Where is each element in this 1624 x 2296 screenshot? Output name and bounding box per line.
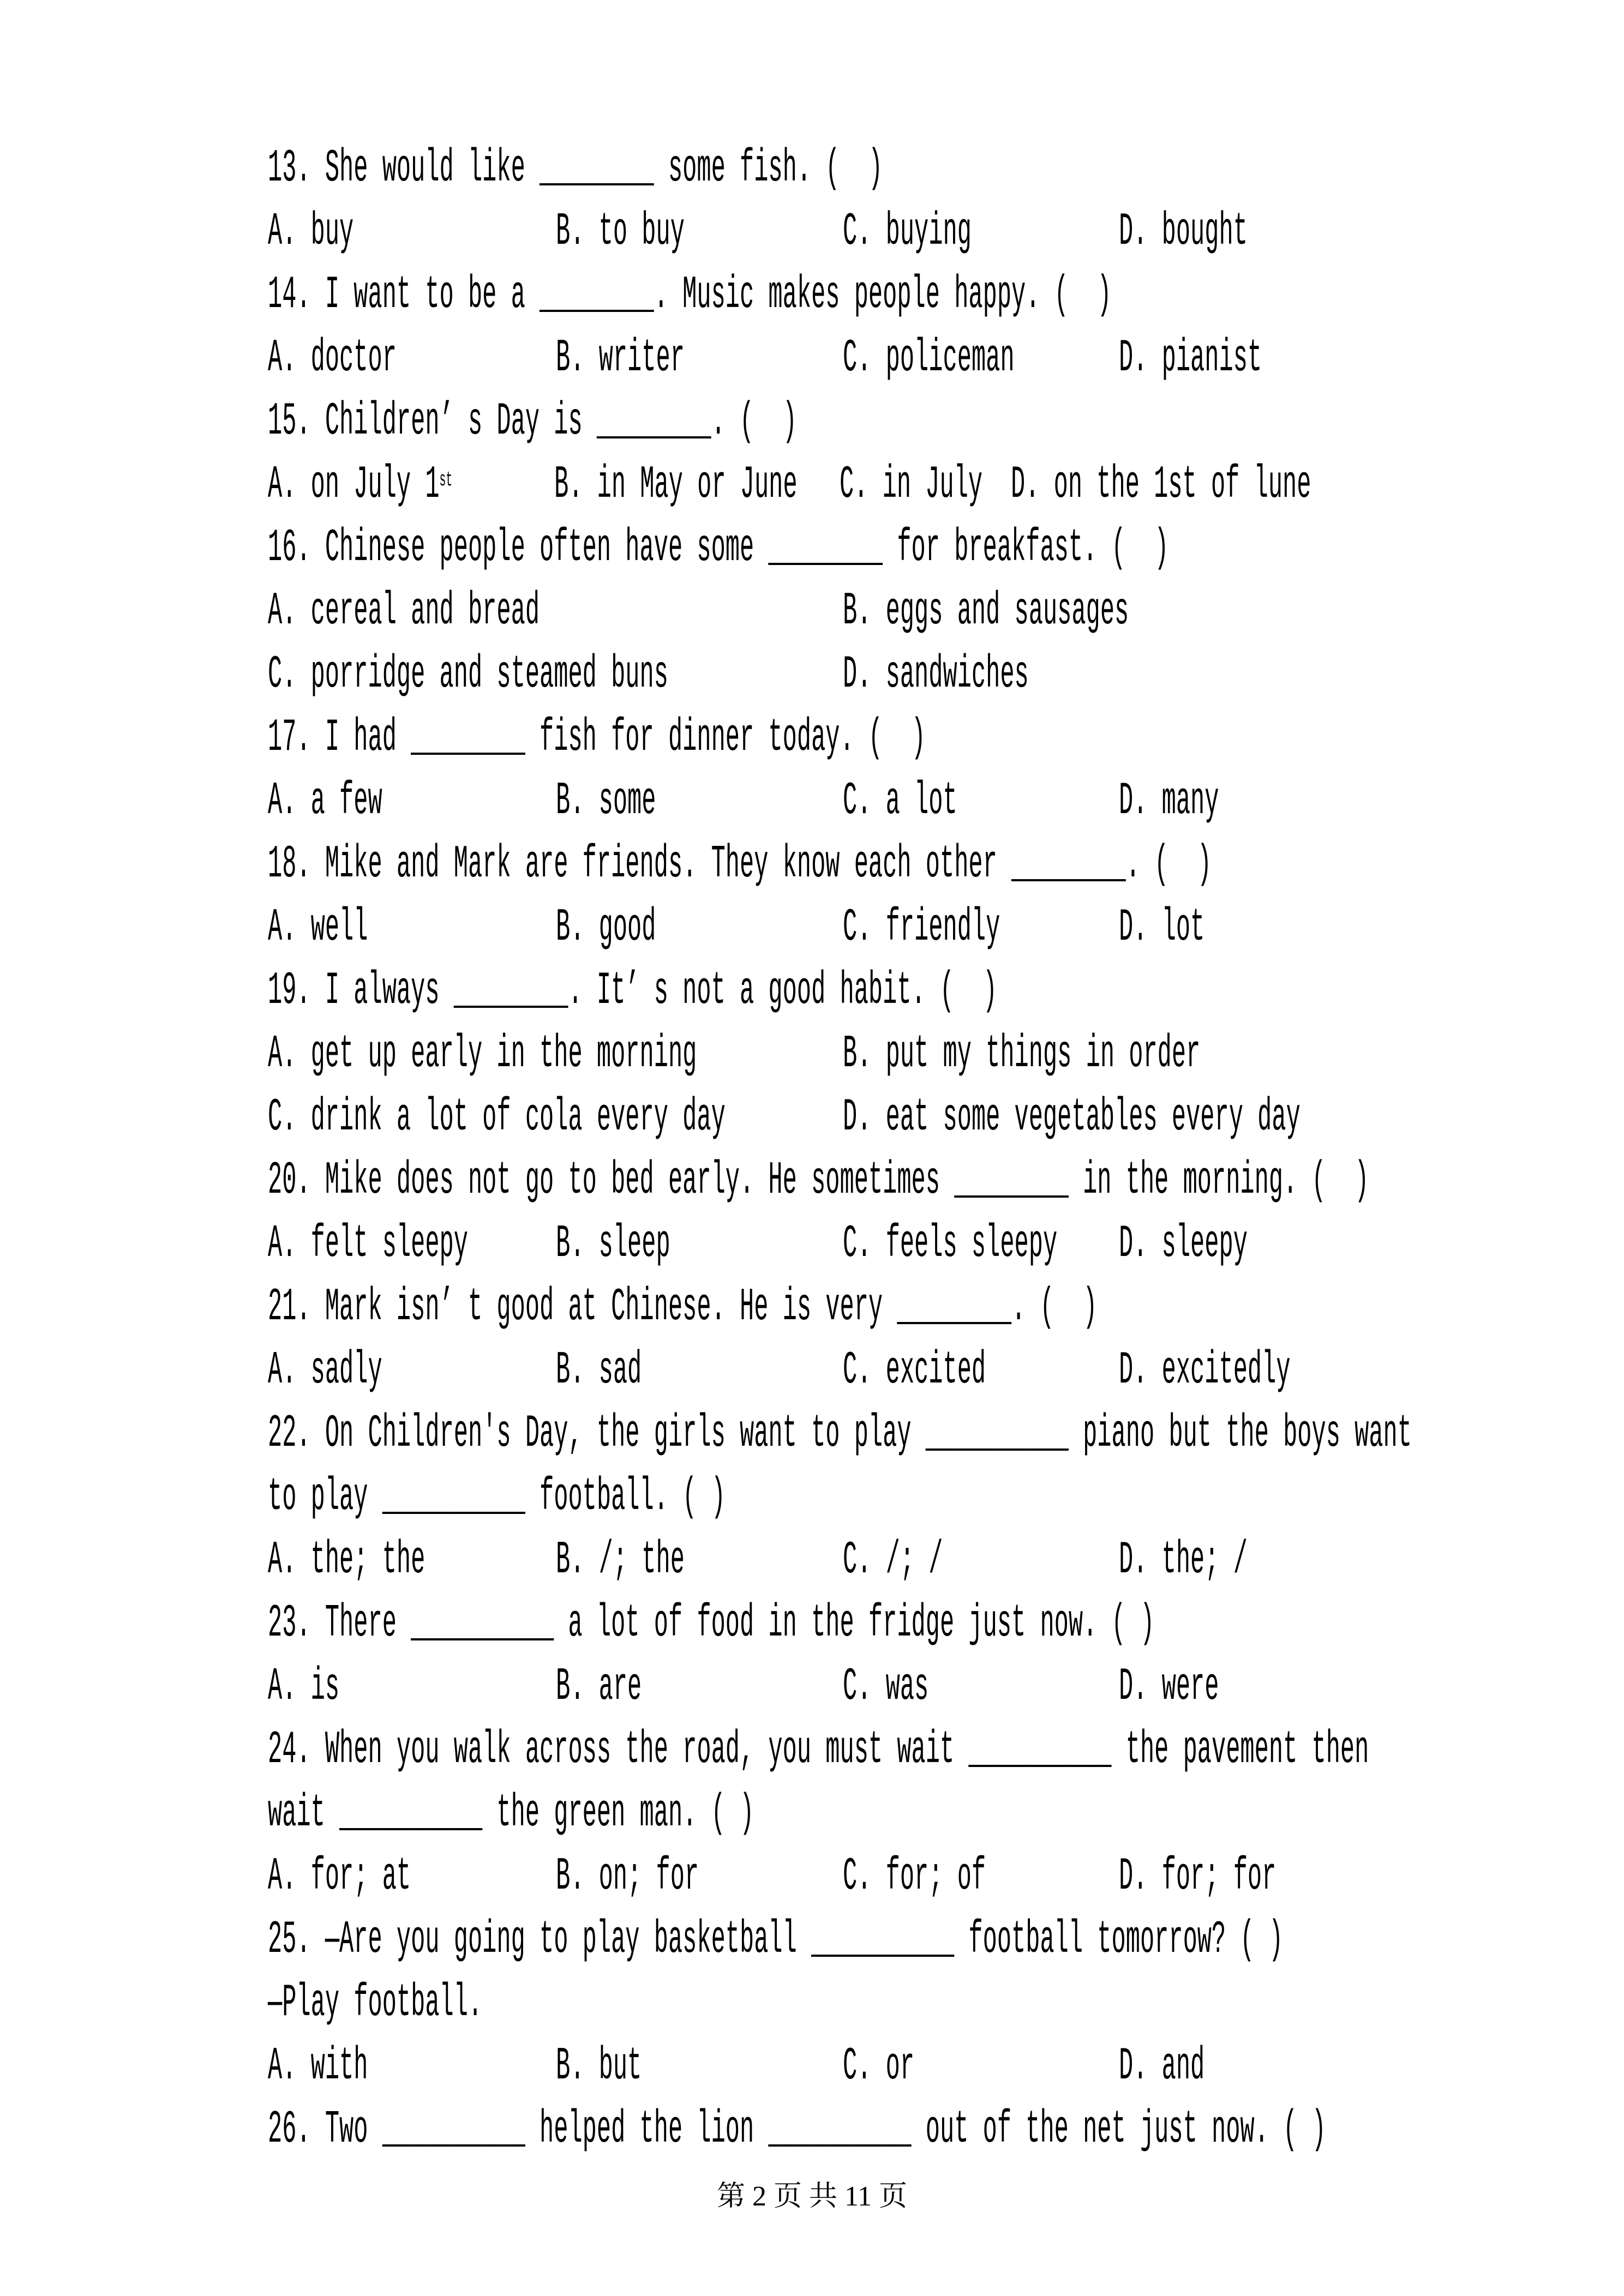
question-19-text: 19. I always ________. It’ s not a good habit. ( ) — [268, 965, 997, 1017]
question-20-option-d: D. sleepy — [1119, 1218, 1248, 1270]
question-14-options-row — [268, 327, 1523, 390]
question-13-line — [268, 137, 1523, 201]
question-22-line-1 — [268, 1403, 1523, 1466]
question-21-text: 21. Mark isn’ t good at Chinese. He is very ________. ( ) — [268, 1282, 1098, 1333]
question-13-option-d: D. bought — [1119, 206, 1248, 258]
question-23-option-c: C. was — [843, 1661, 929, 1713]
question-16-text: 16. Chinese people often have some ________ for breakfast. ( ) — [268, 522, 1169, 574]
question-24-text-line-1: 24. When you walk across the road, you must wait __________ the pavement then — [268, 1724, 1369, 1776]
question-25-text-line-2: —Play football. — [268, 1978, 483, 2029]
question-20-option-c: C. feels sleepy — [843, 1218, 1058, 1270]
question-13-option-b: B. to buy — [556, 206, 685, 258]
question-16-option-a: A. cereal and bread — [268, 586, 540, 638]
question-25-options-row — [268, 2035, 1523, 2099]
question-20-option-b: B. sleep — [556, 1218, 670, 1270]
question-23-options-row — [268, 1656, 1523, 1719]
question-21-option-b: B. sad — [556, 1345, 642, 1397]
question-13-option-a: A. buy — [268, 206, 354, 258]
question-22-text-line-2: to play __________ football. ( ) — [268, 1471, 726, 1523]
question-21-line — [268, 1276, 1523, 1339]
question-19-line — [268, 960, 1523, 1023]
question-19-options-row-cd — [268, 1086, 1523, 1150]
question-24-option-b: B. on; for — [556, 1851, 699, 1903]
question-17-text: 17. I had ________ fish for dinner today. ( ) — [268, 712, 926, 764]
question-19-option-c: C. drink a lot of cola every day — [268, 1092, 726, 1144]
question-25-option-b: B. but — [556, 2041, 642, 2093]
question-17-option-b: B. some — [556, 776, 656, 827]
question-18-text: 18. Mike and Mark are friends. They know each other ________. ( ) — [268, 839, 1212, 891]
question-17-option-c: C. a lot — [843, 776, 957, 827]
question-14-option-b: B. writer — [556, 333, 685, 384]
question-19-option-b: B. put my things in order — [843, 1029, 1201, 1080]
question-19-option-d: D. eat some vegetables every day — [843, 1092, 1301, 1144]
ordinal-superscript: st — [439, 469, 453, 492]
question-24-line-1 — [268, 1719, 1523, 1782]
question-13-options-row — [268, 201, 1523, 264]
question-13-option-c: C. buying — [843, 206, 972, 258]
question-13-text: 13. She would like ________ some fish. ( ) — [268, 143, 883, 195]
question-26-text: 26. Two __________ helped the lion __________ out of the net just now. ( ) — [268, 2104, 1326, 2156]
question-19-option-a: A. get up early in the morning — [268, 1029, 697, 1080]
page-footer — [0, 2164, 1624, 2229]
question-21-option-c: C. excited — [843, 1345, 986, 1397]
question-23-option-b: B. are — [556, 1661, 642, 1713]
question-24-option-c: C. for; of — [843, 1851, 986, 1903]
question-24-option-a: A. for; at — [268, 1851, 411, 1903]
question-16-options-row-cd — [268, 644, 1523, 707]
question-17-options-row — [268, 770, 1523, 833]
question-23-line — [268, 1592, 1523, 1656]
question-17-line — [268, 707, 1523, 770]
question-15-option-c: C. in July — [840, 459, 983, 511]
question-24-options-row — [268, 1846, 1523, 1909]
question-22-option-d: D. the; / — [1119, 1535, 1248, 1586]
question-23-option-a: A. is — [268, 1661, 340, 1713]
question-24-text-line-2: wait __________ the green man. ( ) — [268, 1788, 754, 1840]
question-22-options-row — [268, 1529, 1523, 1592]
question-20-options-row — [268, 1213, 1523, 1276]
question-22-option-b: B. /; the — [556, 1535, 685, 1586]
question-17-option-a: A. a few — [268, 776, 382, 827]
question-18-line — [268, 833, 1523, 897]
question-14-option-a: A. doctor — [268, 333, 397, 384]
question-21-option-a: A. sadly — [268, 1345, 382, 1397]
question-25-option-c: C. or — [843, 2041, 915, 2093]
question-25-text-line-1: 25. —Are you going to play basketball __________ football tomorrow? ( ) — [268, 1914, 1284, 1966]
question-15-line — [268, 390, 1523, 454]
question-22-option-c: C. /; / — [843, 1535, 943, 1586]
question-22-text-line-1: 22. On Children's Day, the girls want to play __________ piano but the boys want — [268, 1408, 1412, 1460]
option-a-text: A. on July 1 — [268, 459, 440, 511]
question-25-option-a: A. with — [268, 2041, 368, 2093]
question-23-option-d: D. were — [1119, 1661, 1219, 1713]
question-23-text: 23. There __________ a lot of food in the fridge just now. ( ) — [268, 1598, 1155, 1650]
question-21-option-d: D. excitedly — [1119, 1345, 1291, 1397]
question-16-options-row-ab — [268, 580, 1523, 644]
question-21-options-row — [268, 1339, 1523, 1403]
question-18-options-row — [268, 897, 1523, 960]
question-20-text: 20. Mike does not go to bed early. He sometimes ________ in the morning. ( ) — [268, 1155, 1369, 1207]
question-16-option-b: B. eggs and sausages — [843, 586, 1129, 638]
question-20-line — [268, 1150, 1523, 1213]
question-25-line-1 — [268, 1909, 1523, 1972]
question-15-option-d: D. on the 1st of lune — [1011, 459, 1311, 511]
question-22-option-a: A. the; the — [268, 1535, 426, 1586]
question-14-text: 14. I want to be a ________. Music makes people happy. ( ) — [268, 269, 1112, 321]
question-16-option-c: C. porridge and steamed buns — [268, 649, 668, 701]
question-15-option-b: B. in May or June — [554, 459, 798, 511]
question-15-option-a — [268, 454, 452, 517]
question-24-option-d: D. for; for — [1119, 1851, 1277, 1903]
question-25-line-2 — [268, 1972, 1523, 2035]
question-15-text: 15. Children’ s Day is ________. ( ) — [268, 396, 797, 448]
page-number-label: 第 2 页 共 11 页 — [716, 2181, 908, 2212]
question-18-option-a: A. well — [268, 902, 368, 954]
question-17-option-d: D. many — [1119, 776, 1219, 827]
question-16-line — [268, 517, 1523, 580]
question-16-option-d: D. sandwiches — [843, 649, 1029, 701]
question-22-line-2 — [268, 1466, 1523, 1529]
question-26-line — [268, 2099, 1523, 2162]
question-25-option-d: D. and — [1119, 2041, 1205, 2093]
question-14-line — [268, 264, 1523, 327]
question-15-options-row — [268, 454, 1523, 517]
question-18-option-d: D. lot — [1119, 902, 1205, 954]
question-20-option-a: A. felt sleepy — [268, 1218, 468, 1270]
question-18-option-b: B. good — [556, 902, 656, 954]
question-18-option-c: C. friendly — [843, 902, 1000, 954]
question-24-line-2 — [268, 1782, 1523, 1846]
question-19-options-row-ab — [268, 1023, 1523, 1086]
question-14-option-c: C. policeman — [843, 333, 1015, 384]
question-14-option-d: D. pianist — [1119, 333, 1262, 384]
